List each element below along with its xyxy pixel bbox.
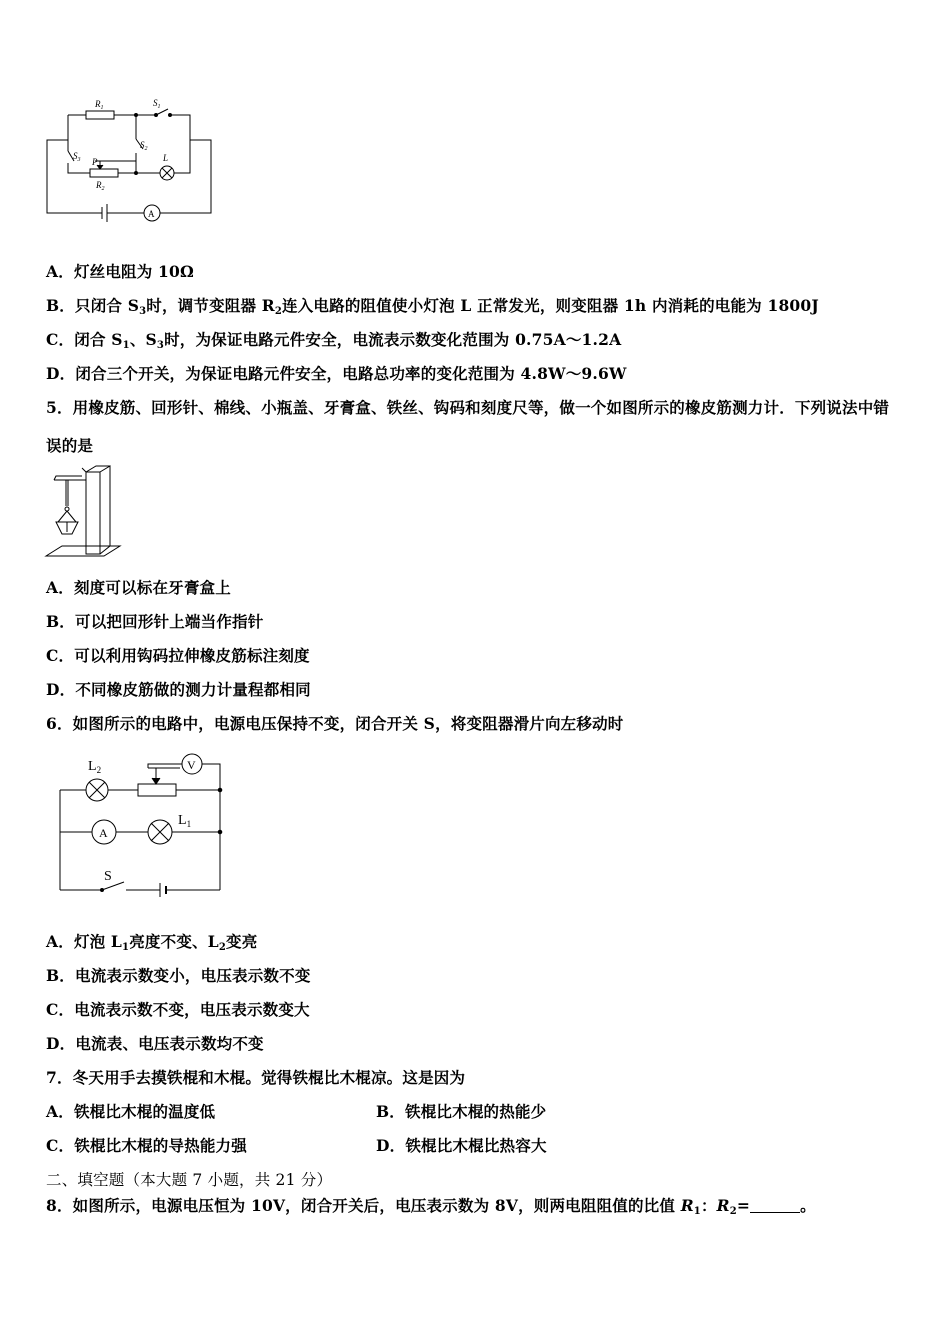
label-s2: $S_2$ (140, 140, 148, 152)
label-p: P (92, 157, 98, 167)
q5-option-a[interactable]: A．刻度可以标在牙膏盒上 (46, 578, 231, 597)
q6-stem: 6．如图所示的电路中，电源电压保持不变，闭合开关 S，将变阻器滑片向左移动时 (46, 714, 624, 733)
q6-option-b[interactable]: B．电流表示数变小，电压表示数不变 (46, 966, 311, 985)
label-l1: $L_1$ (178, 813, 192, 829)
circuit-figure-q4 (40, 95, 220, 225)
q6-option-a[interactable]: A．灯泡 $L_1$亮度不变、$L_2$变亮 (46, 932, 258, 953)
q4-option-a[interactable]: A．灯丝电阻为 10Ω (46, 262, 195, 281)
label-r1: $R_1$ (95, 99, 104, 111)
label-s1: $S_1$ (153, 98, 161, 110)
q7-option-b[interactable]: B．铁棍比木棍的热能少 (376, 1102, 547, 1121)
q4-option-c[interactable]: C．闭合 $S_1$、$S_3$时，为保证电路元件安全，电流表示数变化范围为 0.75A～1.2A (46, 330, 622, 351)
resistor-r2 (90, 169, 118, 177)
q7-option-a[interactable]: A．铁棍比木棍的温度低 (46, 1102, 216, 1121)
label-r2: $R_2$ (96, 180, 105, 192)
q5-option-c[interactable]: C．可以利用钩码拉伸橡皮筋标注刻度 (46, 646, 310, 665)
label-l2: $L_2$ (88, 759, 102, 775)
q6-option-c[interactable]: C．电流表示数不变，电压表示数变大 (46, 1000, 310, 1019)
circuit-figure-q6 (52, 750, 232, 900)
label-voltmeter: V (187, 758, 196, 772)
q5-option-d[interactable]: D．不同橡皮筋做的测力计量程都相同 (46, 680, 311, 699)
label-ammeter-q6: A (99, 826, 108, 840)
q4-option-b[interactable]: B．只闭合 $S_3$时，调节变阻器 $R_2$连入电路的阻值使小灯泡 L 正常发光，则变阻器 1h 内消耗的电能为 1800J (46, 296, 819, 317)
q5-stem-line2: 误的是 (46, 436, 94, 455)
resistor-r1 (86, 111, 114, 119)
section-heading-fill-in: 二、填空题（本大题 7 小题，共 21 分） (46, 1171, 333, 1189)
label-s3: $S_3$ (73, 151, 81, 163)
q7-option-c[interactable]: C．铁棍比木棍的导热能力强 (46, 1136, 247, 1155)
rheostat (138, 784, 176, 796)
q8-answer-blank[interactable] (750, 1198, 800, 1213)
spring-scale-figure (42, 462, 122, 562)
label-ammeter: A (148, 209, 155, 219)
q5-option-b[interactable]: B．可以把回形针上端当作指针 (46, 612, 264, 631)
q8-stem: 8．如图所示，电源电压恒为 10V，闭合开关后，电压表示数为 8V，则两电阻阻值的比值 $R_1$：$R_2=$ 。 (46, 1196, 816, 1217)
label-lamp: L (163, 153, 169, 163)
q4-option-d[interactable]: D．闭合三个开关，为保证电路元件安全，电路总功率的变化范围为 4.8W～9.6W (46, 364, 627, 383)
q6-option-d[interactable]: D．电流表、电压表示数均不变 (46, 1034, 264, 1053)
q7-option-d[interactable]: D．铁棍比木棍比热容大 (376, 1136, 547, 1155)
q5-stem-line1: 5．用橡皮筋、回形针、棉线、小瓶盖、牙膏盒、铁丝、钩码和刻度尺等，做一个如图所示的橡皮筋测力计．下列说法中错 (46, 398, 890, 417)
q7-stem: 7．冬天用手去摸铁棍和木棍。觉得铁棍比木棍凉。这是因为 (46, 1068, 466, 1087)
label-switch-s: S (104, 869, 112, 884)
